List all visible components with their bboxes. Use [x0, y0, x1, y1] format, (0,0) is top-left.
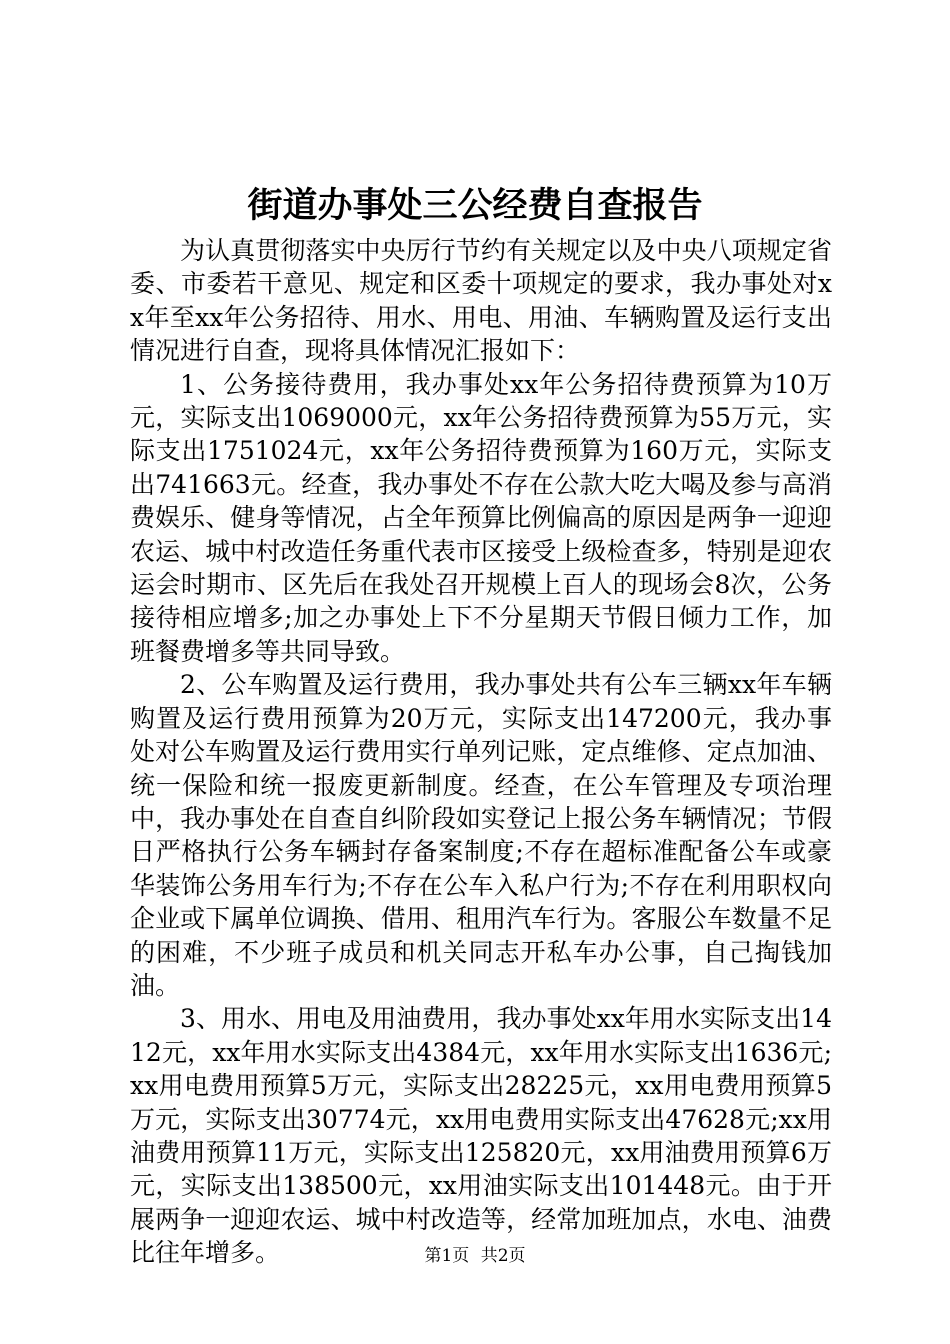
page-total: 共2页	[480, 1246, 526, 1266]
intro-paragraph: 为认真贯彻落实中央厉行节约有关规定以及中央八项规定省委、市委若干意见、规定和区委十项规定的要求，我办事处对xx年至xx年公务招待、用水、用电、用油、车辆购置及运行支出情况进行自查，现将具体情况汇报如下：	[130, 236, 832, 366]
document-title: 街道办事处三公经费自查报告	[247, 185, 703, 226]
page-number: 第1页	[424, 1246, 470, 1266]
page-footer	[0, 1244, 950, 1268]
document-body	[130, 234, 832, 1270]
vehicle-expense-paragraph: 2、公车购置及运行费用，我办事处共有公车三辆xx年车辆购置及运行费用预算为20万元，实际支出147200元，我办事处对公车购置及运行费用实行单列记账，定点维修、定点加油、统一保险和统一报废更新制度。经查，在公车管理及专项治理中，我办事处在自查自纠阶段如实登记上报公务车辆情况；节假日严格执行公务车辆封存备案制度;不存在超标准配备公车或豪华装饰公务用车行为;不存在公车入私户行为;不存在利用职权向企业或下属单位调换、借用、租用汽车行为。客服公车数量不足的困难，不少班子成员和机关同志开私车办公事，自己掏钱加油。	[130, 670, 832, 1000]
utilities-expense-paragraph: 3、用水、用电及用油费用，我办事处xx年用水实际支出1412元，xx年用水实际支出4384元，xx年用水实际支出1636元;xx用电费用预算5万元，实际支出28225元，xx用电费用预算5万元，实际支出30774元，xx用电费用实际支出47628元;xx用油费用预算11万元，实际支出125820元，xx用油费用预算6万元，实际支出138500元，xx用油实际支出101448元。由于开展两争一迎迎农运、城中村改造等，经常加班加点，水电、油费比往年增多。	[130, 1004, 832, 1268]
reception-expense-paragraph: 1、公务接待费用，我办事处xx年公务招待费预算为10万元，实际支出1069000元，xx年公务招待费预算为55万元，实际支出1751024元，xx年公务招待费预算为160万元，实际支出741663元。经查，我办事处不存在公款大吃大喝及参与高消费娱乐、健身等情况，占全年预算比例偏高的原因是两争一迎迎农运、城中村改造任务重代表市区接受上级检查多，特别是迎农运会时期市、区先后在我处召开规模上百人的现场会8次，公务接待相应增多;加之办事处上下不分星期天节假日倾力工作，加班餐费增多等共同导致。	[130, 369, 832, 666]
